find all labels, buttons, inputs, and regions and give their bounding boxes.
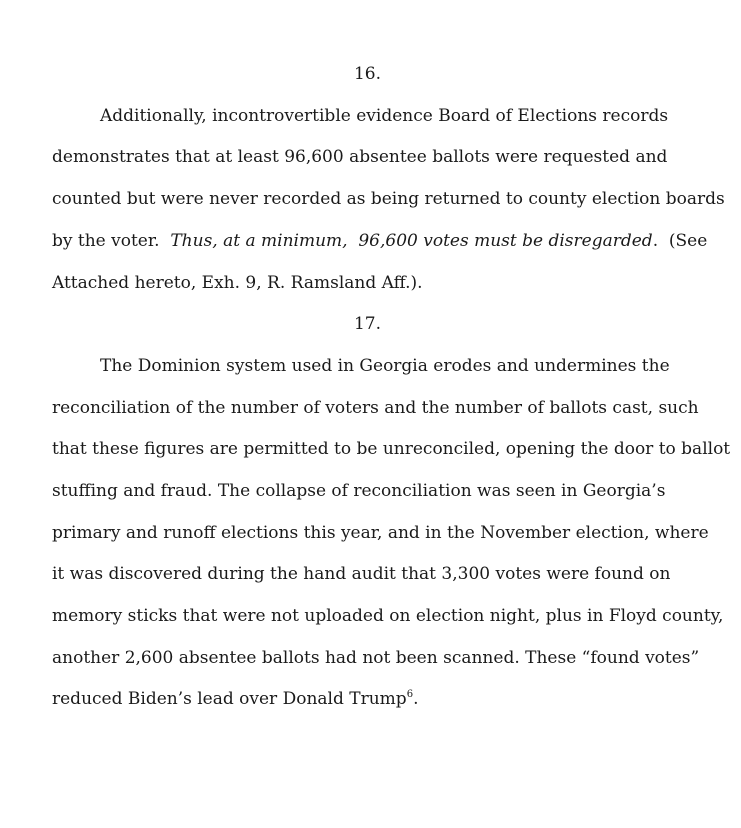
paragraph-17-period: . <box>413 689 419 709</box>
paragraph-number-16: 16. <box>353 64 382 84</box>
footnote-reference[interactable]: 6 <box>406 689 414 700</box>
paragraph-17-line-6: it was discovered during the hand audit that 3,300 votes were found on <box>52 564 671 584</box>
paragraph-17-line-4: stuffing and fraud. The collapse of reconciliation was seen in Georgia’s <box>52 481 666 501</box>
paragraph-17-line-1: The Dominion system used in Georgia erodes and undermines the <box>100 356 670 376</box>
paragraph-16-line-1: Additionally, incontrovertible evidence Board of Elections records <box>100 106 669 126</box>
paragraph-17-line-3: that these figures are permitted to be unreconciled, opening the door to ballot <box>52 439 731 459</box>
paragraph-16-line-4-end: . (See <box>652 231 708 251</box>
paragraph-16-line-3: counted but were never recorded as being returned to county election boards <box>52 189 725 209</box>
paragraph-17-last-text: reduced Biden’s lead over Donald Trump <box>52 689 407 709</box>
paragraph-number-17: 17. <box>353 314 382 334</box>
paragraph-17-line-9 <box>52 689 418 709</box>
paragraph-16-emphasis: Thus, at a minimum, 96,600 votes must be disregarded <box>170 231 653 251</box>
paragraph-17-line-7: memory sticks that were not uploaded on election night, plus in Floyd county, <box>52 606 724 626</box>
paragraph-16-line-4 <box>52 231 707 251</box>
paragraph-16-line-5: Attached hereto, Exh. 9, R. Ramsland Aff.). <box>52 273 423 293</box>
paragraph-17-line-5: primary and runoff elections this year, and in the November election, where <box>52 523 709 543</box>
paragraph-16-line-4-start: by the voter. <box>52 231 171 251</box>
paragraph-17-line-8: another 2,600 absentee ballots had not been scanned. These “found votes” <box>52 648 700 668</box>
paragraph-16-line-2: demonstrates that at least 96,600 absentee ballots were requested and <box>52 147 668 167</box>
paragraph-17-line-2: reconciliation of the number of voters and the number of ballots cast, such <box>52 398 699 418</box>
